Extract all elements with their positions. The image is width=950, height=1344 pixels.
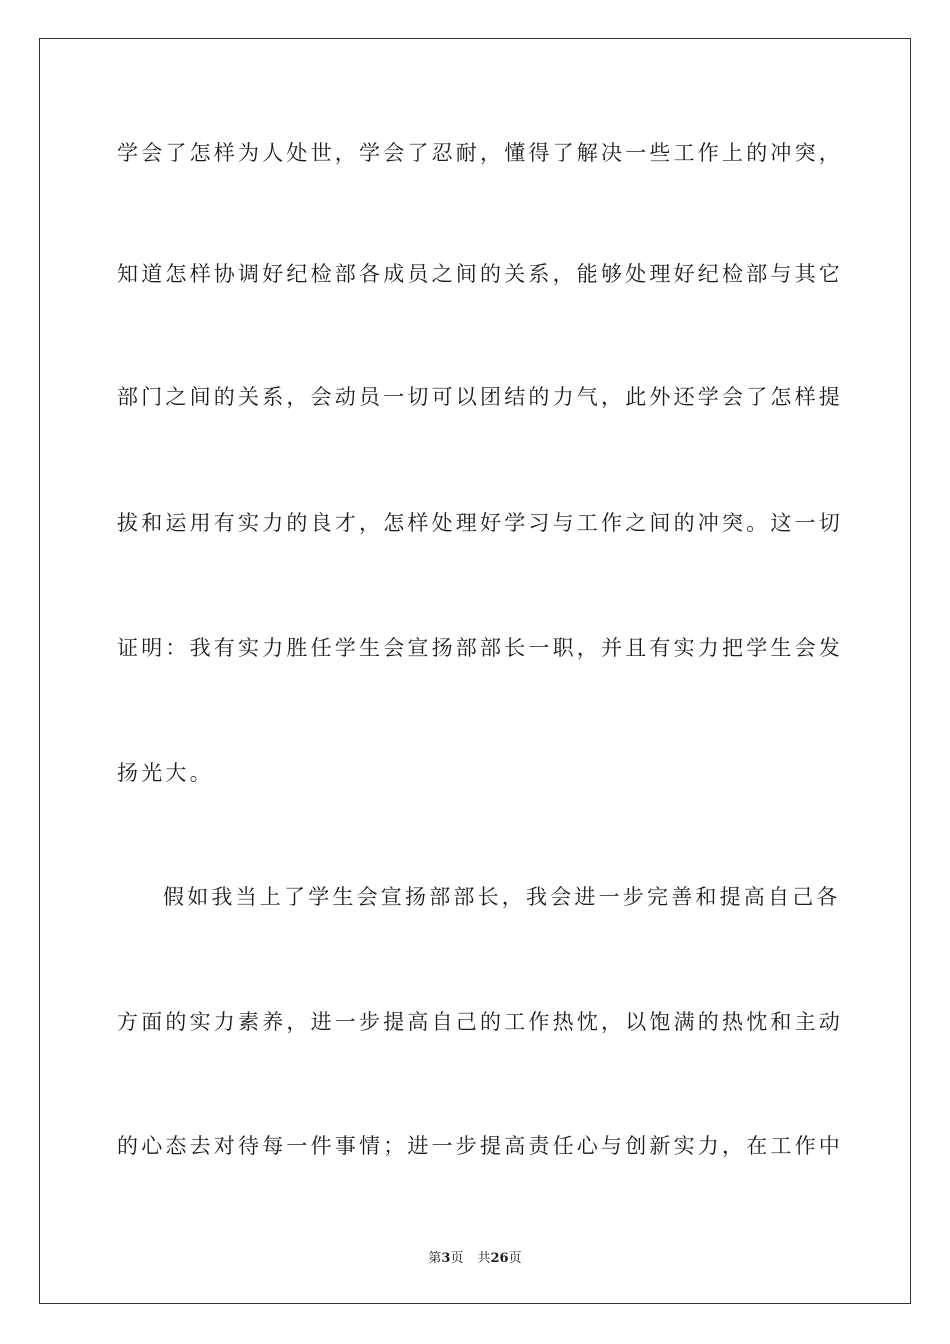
paragraph-line: 知道怎样协调好纪检部各成员之间的关系，能够处理好纪检部与其它 (117, 262, 843, 286)
paragraph-line: 假如我当上了学生会宣扬部部长，我会进一步完善和提高自己各 (163, 885, 841, 909)
total-suffix: 页 (508, 1251, 522, 1266)
paragraph-line: 的心态去对待每一件事情；进一步提高责任心与创新实力，在工作中 (117, 1134, 843, 1158)
current-page-number: 3 (441, 1251, 451, 1266)
page-footer (0, 1247, 950, 1266)
total-prefix: 共 (477, 1251, 491, 1266)
total-page-number: 26 (490, 1251, 509, 1266)
page-suffix: 页 (450, 1251, 464, 1266)
paragraph-line: 拔和运用有实力的良才，怎样处理好学习与工作之间的冲突。这一切 (117, 511, 843, 535)
paragraph-line: 部门之间的关系，会动员一切可以团结的力气，此外还学会了怎样提 (117, 385, 843, 409)
paragraph-line: 方面的实力素养，进一步提高自己的工作热忱，以饱满的热忱和主动 (117, 1010, 843, 1034)
page-border (39, 38, 911, 1304)
page-prefix: 第 (428, 1251, 442, 1266)
paragraph-line: 扬光大。 (117, 761, 214, 785)
paragraph-line: 证明：我有实力胜任学生会宣扬部部长一职，并且有实力把学生会发 (117, 636, 843, 660)
paragraph-line: 学会了怎样为人处世，学会了忍耐，懂得了解决一些工作上的冲突， (117, 141, 843, 165)
